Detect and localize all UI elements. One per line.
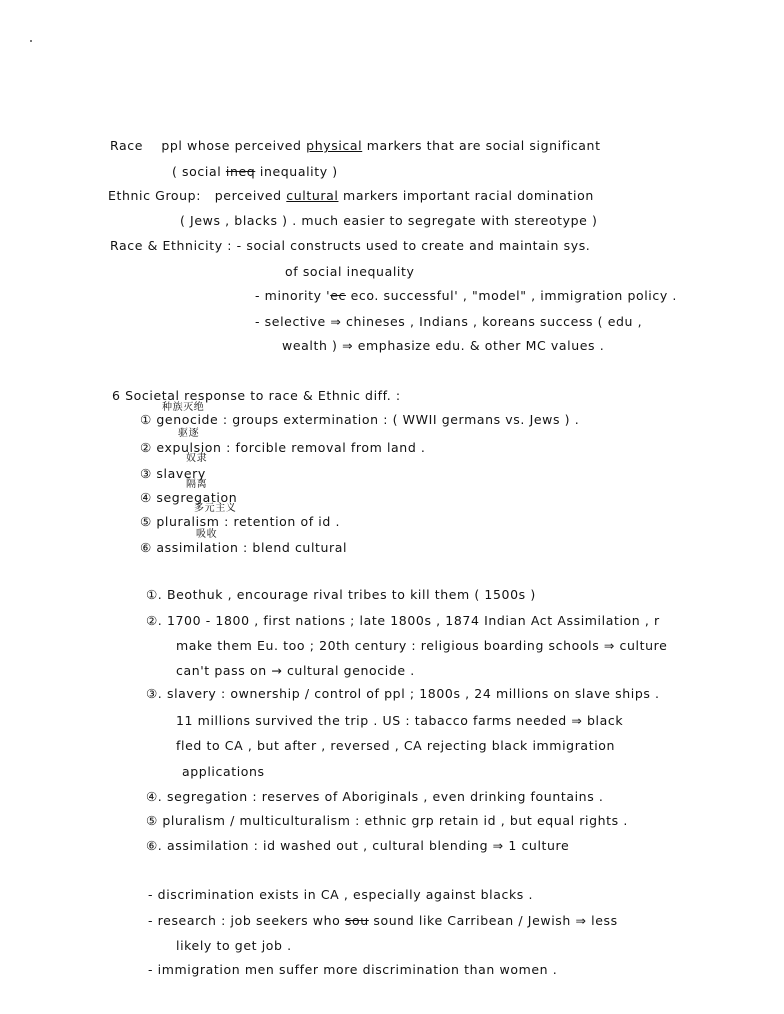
ethnic-text-a: perceived <box>214 188 282 203</box>
race-line2-a: ( social <box>172 164 222 179</box>
ethnic-label: Ethnic Group: <box>108 188 202 203</box>
race-definition-line2 <box>172 164 338 180</box>
annotation-expulsion: 驱逐 <box>178 428 200 439</box>
struck-word: ec <box>330 288 346 303</box>
list-item-assimilation: ⑥ assimilation : blend cultural <box>140 540 348 555</box>
race-text-a: ppl whose perceived <box>161 138 302 153</box>
race-ethnicity-line <box>110 238 590 254</box>
annotation-segregation: 隔离 <box>186 479 208 490</box>
example-2-line1: ②. 1700 - 1800 , first nations ; late 1800s , 1874 Indian Act Assimilation , r <box>146 613 660 628</box>
race-ethnicity-label: Race & Ethnicity : <box>110 238 233 253</box>
example-3-line4: applications <box>182 764 265 779</box>
disc2-a: - research : job seekers who <box>148 913 341 928</box>
list-item-pluralism: ⑤ pluralism : retention of id . <box>140 514 341 529</box>
example-3-line2: 11 millions survived the trip . US : tabacco farms needed ⇒ black <box>176 713 624 728</box>
physical-underlined: physical <box>306 138 363 153</box>
cultural-underlined: cultural <box>286 188 339 203</box>
annotation-slavery: 奴隶 <box>186 453 208 464</box>
re-line3-a: - minority ' <box>255 288 331 303</box>
discrimination-line3: likely to get job . <box>176 938 292 953</box>
annotation-genocide: 种族灭绝 <box>162 402 205 413</box>
example-6: ⑥. assimilation : id washed out , cultural blending ⇒ 1 culture <box>146 838 570 853</box>
example-4: ④. segregation : reserves of Aboriginals , even drinking fountains . <box>146 789 604 804</box>
re-line3-b: eco. successful' , "model" , immigration policy . <box>350 288 677 303</box>
list-item-segregation: ④ segregation <box>140 490 238 505</box>
ethnic-group-line2: ( Jews , blacks ) . much easier to segregate with stereotype ) <box>180 213 598 228</box>
race-label: Race <box>110 138 144 153</box>
list-item-genocide: ① genocide : groups extermination : ( WWII germans vs. Jews ) . <box>140 412 580 427</box>
race-line2-b: inequality ) <box>259 164 338 179</box>
struck-word: sou <box>344 913 369 928</box>
disc2-b: sound like Carribean / Jewish ⇒ less <box>373 913 618 928</box>
re-line4: - selective ⇒ chineses , Indians , koreans success ( edu , <box>255 314 643 329</box>
example-3-line3: fled to CA , but after , reversed , CA rejecting black immigration <box>176 738 616 753</box>
example-2-line3: can't pass on → cultural genocide . <box>176 663 415 678</box>
section-6-title: 6 Societal response to race & Ethnic diff. : <box>112 388 401 403</box>
example-5: ⑤ pluralism / multiculturalism : ethnic grp retain id , but equal rights . <box>146 813 628 828</box>
race-text-b: markers that are social significant <box>366 138 601 153</box>
discrimination-line4: - immigration men suffer more discrimination than women . <box>148 962 558 977</box>
re-line1: - social constructs used to create and maintain sys. <box>236 238 591 253</box>
example-2-line2: make them Eu. too ; 20th century : religious boarding schools ⇒ culture <box>176 638 668 653</box>
discrimination-line2 <box>148 913 618 929</box>
re-line3 <box>255 288 677 304</box>
annotation-assimilation: 吸收 <box>196 529 218 540</box>
annotation-pluralism: 多元主义 <box>194 503 237 514</box>
list-item-slavery: ③ slavery <box>140 466 206 481</box>
discrimination-line1: - discrimination exists in CA , especially against blacks . <box>148 887 534 902</box>
list-item-expulsion: ② expulsion : forcible removal from land . <box>140 440 426 455</box>
ethnic-text-b: markers important racial domination <box>343 188 594 203</box>
re-line2: of social inequality <box>285 264 415 279</box>
race-definition-line <box>110 138 601 154</box>
ethnic-group-line <box>108 188 594 204</box>
example-1: ①. Beothuk , encourage rival tribes to kill them ( 1500s ) <box>146 587 536 602</box>
example-3-line1: ③. slavery : ownership / control of ppl ; 1800s , 24 millions on slave ships . <box>146 686 660 701</box>
speck <box>30 40 32 42</box>
re-line5: wealth ) ⇒ emphasize edu. & other MC values . <box>282 338 605 353</box>
struck-word: ineq <box>225 164 256 179</box>
